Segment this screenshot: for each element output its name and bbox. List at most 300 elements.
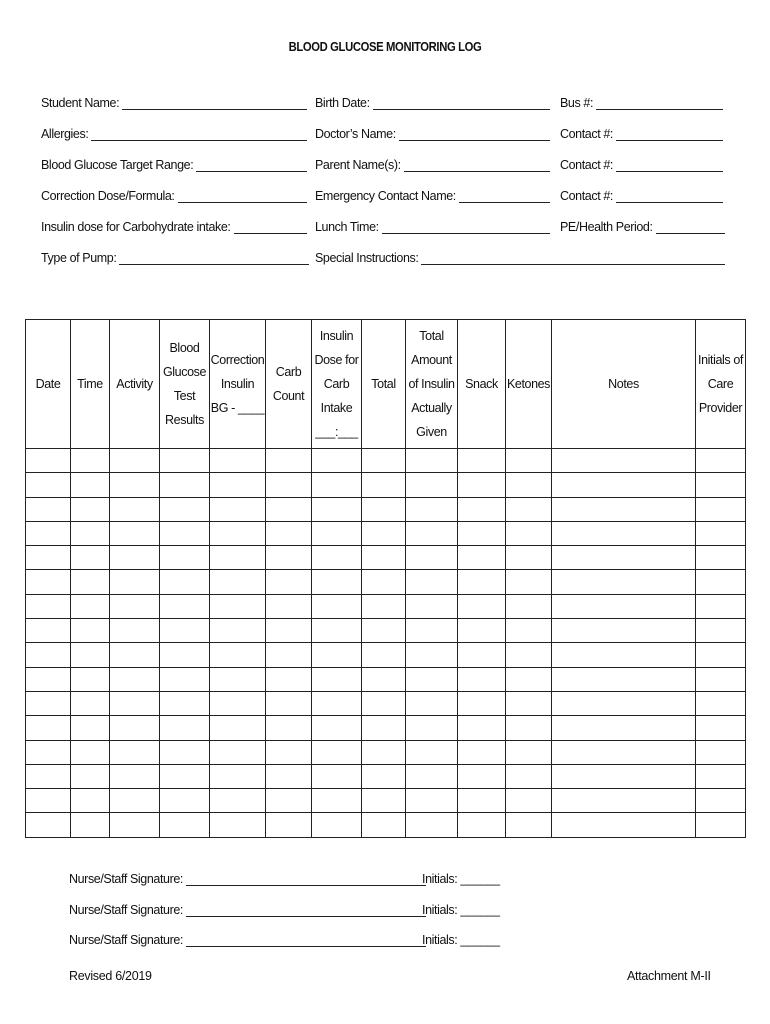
table-cell[interactable] xyxy=(210,570,266,594)
column-header-line: ___:___ xyxy=(315,425,358,439)
table-cell[interactable] xyxy=(406,740,458,764)
table-cell[interactable] xyxy=(552,643,696,667)
table-cell[interactable] xyxy=(160,716,210,740)
table-cell[interactable] xyxy=(406,813,458,837)
table-cell[interactable] xyxy=(506,594,552,618)
table-cell[interactable] xyxy=(266,473,312,497)
table-cell[interactable] xyxy=(458,473,506,497)
table-cell[interactable] xyxy=(160,643,210,667)
table-cell[interactable] xyxy=(210,521,266,545)
table-cell[interactable] xyxy=(26,764,71,788)
table-cell[interactable] xyxy=(696,497,746,521)
table-cell[interactable] xyxy=(406,789,458,813)
table-cell[interactable] xyxy=(406,594,458,618)
table-cell[interactable] xyxy=(210,764,266,788)
table-cell[interactable] xyxy=(458,570,506,594)
table-cell[interactable] xyxy=(312,619,362,643)
table-cell[interactable] xyxy=(210,789,266,813)
column-header-line: Amount xyxy=(411,353,452,367)
table-row xyxy=(26,497,746,521)
nurse-signature-line[interactable] xyxy=(186,872,426,886)
table-cell[interactable] xyxy=(406,619,458,643)
table-cell[interactable] xyxy=(26,643,71,667)
table-cell[interactable] xyxy=(266,521,312,545)
student-name-line[interactable] xyxy=(122,96,307,110)
initials-row-2[interactable] xyxy=(422,899,500,917)
table-cell[interactable] xyxy=(26,473,71,497)
column-header-line: Provider xyxy=(698,401,743,415)
emergency-contact-field[interactable] xyxy=(315,185,550,203)
table-cell[interactable] xyxy=(362,570,406,594)
table-cell[interactable] xyxy=(696,594,746,618)
table-cell[interactable] xyxy=(110,473,160,497)
table-cell[interactable] xyxy=(458,521,506,545)
table-cell[interactable] xyxy=(458,619,506,643)
table-cell[interactable] xyxy=(312,813,362,837)
table-cell[interactable] xyxy=(458,764,506,788)
table-cell[interactable] xyxy=(362,449,406,473)
table-cell[interactable] xyxy=(458,789,506,813)
table-cell[interactable] xyxy=(552,473,696,497)
table-cell[interactable] xyxy=(71,546,110,570)
doctors-name-field[interactable] xyxy=(315,123,550,141)
column-header xyxy=(552,320,696,449)
table-cell[interactable] xyxy=(406,570,458,594)
birth-date-field[interactable] xyxy=(315,92,550,110)
table-cell[interactable] xyxy=(312,546,362,570)
column-header-line: Total xyxy=(419,329,444,343)
contact-3-label: Contact #: xyxy=(560,189,613,203)
column-header-line: Dose for xyxy=(314,353,359,367)
table-cell[interactable] xyxy=(160,619,210,643)
table-cell[interactable] xyxy=(210,716,266,740)
table-cell[interactable] xyxy=(110,449,160,473)
page-title: BLOOD GLUCOSE MONITORING LOG xyxy=(288,40,482,54)
special-instructions-line[interactable] xyxy=(421,251,725,265)
table-cell[interactable] xyxy=(71,667,110,691)
table-cell[interactable] xyxy=(312,643,362,667)
contact-1-field[interactable] xyxy=(560,123,723,141)
table-cell[interactable] xyxy=(210,473,266,497)
table-cell[interactable] xyxy=(552,789,696,813)
table-cell[interactable] xyxy=(406,643,458,667)
table-cell[interactable] xyxy=(110,789,160,813)
table-cell[interactable] xyxy=(506,789,552,813)
column-header xyxy=(210,320,266,449)
table-cell[interactable] xyxy=(26,594,71,618)
column-header-line: of Insulin xyxy=(408,377,455,391)
column-header-line: Test xyxy=(173,389,196,403)
contact-3-field[interactable] xyxy=(560,185,723,203)
table-cell[interactable] xyxy=(210,546,266,570)
table-cell[interactable] xyxy=(266,813,312,837)
signature-row-3[interactable] xyxy=(69,929,426,947)
column-header xyxy=(458,320,506,449)
birth-date-line[interactable] xyxy=(373,96,550,110)
table-cell[interactable] xyxy=(696,570,746,594)
table-cell[interactable] xyxy=(160,546,210,570)
table-cell[interactable] xyxy=(110,521,160,545)
table-cell[interactable] xyxy=(458,449,506,473)
table-cell[interactable] xyxy=(406,497,458,521)
initials-label: Initials: ______ xyxy=(422,872,500,886)
pump-type-line[interactable] xyxy=(119,251,309,265)
table-cell[interactable] xyxy=(552,813,696,837)
table-cell[interactable] xyxy=(506,570,552,594)
target-range-line[interactable] xyxy=(196,158,307,172)
table-cell[interactable] xyxy=(71,789,110,813)
table-cell[interactable] xyxy=(312,594,362,618)
table-cell[interactable] xyxy=(362,667,406,691)
table-cell[interactable] xyxy=(458,716,506,740)
table-cell[interactable] xyxy=(312,716,362,740)
table-cell[interactable] xyxy=(552,716,696,740)
table-cell[interactable] xyxy=(110,619,160,643)
correction-dose-line[interactable] xyxy=(178,189,307,203)
table-cell[interactable] xyxy=(362,497,406,521)
nurse-signature-label: Nurse/Staff Signature: xyxy=(69,872,183,886)
table-cell[interactable] xyxy=(696,813,746,837)
table-cell[interactable] xyxy=(266,449,312,473)
table-cell[interactable] xyxy=(26,521,71,545)
pump-type-field[interactable] xyxy=(41,247,309,265)
table-cell[interactable] xyxy=(458,667,506,691)
table-cell[interactable] xyxy=(160,473,210,497)
table-cell[interactable] xyxy=(26,716,71,740)
table-cell[interactable] xyxy=(110,716,160,740)
table-cell[interactable] xyxy=(160,449,210,473)
table-cell[interactable] xyxy=(160,691,210,715)
table-cell[interactable] xyxy=(26,546,71,570)
table-cell[interactable] xyxy=(26,691,71,715)
insulin-carb-field[interactable] xyxy=(41,216,307,234)
table-cell[interactable] xyxy=(110,594,160,618)
birth-date-label: Birth Date: xyxy=(315,96,370,110)
table-cell[interactable] xyxy=(696,521,746,545)
table-cell[interactable] xyxy=(552,570,696,594)
allergies-label: Allergies: xyxy=(41,127,89,141)
table-cell[interactable] xyxy=(160,594,210,618)
table-cell[interactable] xyxy=(696,546,746,570)
table-cell[interactable] xyxy=(110,667,160,691)
table-cell[interactable] xyxy=(506,667,552,691)
column-header xyxy=(110,320,160,449)
parent-names-label: Parent Name(s): xyxy=(315,158,401,172)
revised-date: Revised 6/2019 xyxy=(69,969,152,983)
table-cell[interactable] xyxy=(458,813,506,837)
table-cell[interactable] xyxy=(506,716,552,740)
table-cell[interactable] xyxy=(266,497,312,521)
signature-row-1[interactable] xyxy=(69,868,426,886)
student-name-field[interactable] xyxy=(41,92,307,110)
table-cell[interactable] xyxy=(506,449,552,473)
table-cell[interactable] xyxy=(458,643,506,667)
column-header-line: Intake xyxy=(320,401,353,415)
table-cell[interactable] xyxy=(458,497,506,521)
special-instructions-label: Special Instructions: xyxy=(315,251,419,265)
table-row xyxy=(26,716,746,740)
table-cell[interactable] xyxy=(312,667,362,691)
table-cell[interactable] xyxy=(506,691,552,715)
initials-row-1[interactable] xyxy=(422,868,500,886)
table-cell[interactable] xyxy=(26,813,71,837)
table-cell[interactable] xyxy=(71,521,110,545)
table-cell[interactable] xyxy=(210,813,266,837)
contact-1-label: Contact #: xyxy=(560,127,613,141)
table-cell[interactable] xyxy=(506,643,552,667)
table-row xyxy=(26,667,746,691)
table-cell[interactable] xyxy=(552,449,696,473)
table-cell[interactable] xyxy=(312,473,362,497)
table-cell[interactable] xyxy=(160,570,210,594)
table-cell[interactable] xyxy=(71,473,110,497)
table-cell[interactable] xyxy=(552,740,696,764)
column-header-line: Blood xyxy=(169,341,200,355)
table-cell[interactable] xyxy=(266,570,312,594)
column-header xyxy=(696,320,746,449)
contact-3-line[interactable] xyxy=(616,189,723,203)
allergies-field[interactable] xyxy=(41,123,307,141)
contact-2-field[interactable] xyxy=(560,154,723,172)
contact-2-line[interactable] xyxy=(616,158,723,172)
lunch-time-field[interactable] xyxy=(315,216,550,234)
column-header-line: Insulin xyxy=(319,329,354,343)
doctors-name-line[interactable] xyxy=(399,127,550,141)
table-cell[interactable] xyxy=(362,546,406,570)
table-cell[interactable] xyxy=(266,691,312,715)
table-cell[interactable] xyxy=(552,594,696,618)
table-cell[interactable] xyxy=(210,619,266,643)
nurse-signature-line[interactable] xyxy=(186,933,426,947)
attachment-label: Attachment M-II xyxy=(627,969,711,983)
table-cell[interactable] xyxy=(71,497,110,521)
table-cell[interactable] xyxy=(210,740,266,764)
table-cell[interactable] xyxy=(506,764,552,788)
table-cell[interactable] xyxy=(406,546,458,570)
table-cell[interactable] xyxy=(110,497,160,521)
column-header-line: Time xyxy=(77,377,103,391)
table-cell[interactable] xyxy=(266,546,312,570)
table-cell[interactable] xyxy=(696,740,746,764)
table-cell[interactable] xyxy=(160,813,210,837)
table-cell[interactable] xyxy=(696,449,746,473)
table-cell[interactable] xyxy=(312,570,362,594)
target-range-label: Blood Glucose Target Range: xyxy=(41,158,194,172)
table-cell[interactable] xyxy=(26,497,71,521)
table-cell[interactable] xyxy=(71,643,110,667)
table-cell[interactable] xyxy=(362,813,406,837)
table-cell[interactable] xyxy=(110,691,160,715)
table-row xyxy=(26,449,746,473)
pe-health-label: PE/Health Period: xyxy=(560,220,653,234)
table-cell[interactable] xyxy=(210,594,266,618)
table-cell[interactable] xyxy=(160,521,210,545)
table-cell[interactable] xyxy=(210,691,266,715)
signature-row-2[interactable] xyxy=(69,899,426,917)
column-header-line: BG - ____ xyxy=(210,401,265,415)
table-cell[interactable] xyxy=(406,716,458,740)
table-cell[interactable] xyxy=(266,643,312,667)
table-cell[interactable] xyxy=(552,691,696,715)
table-cell[interactable] xyxy=(210,497,266,521)
table-cell[interactable] xyxy=(458,594,506,618)
column-header-line: Notes xyxy=(608,377,639,391)
table-cell[interactable] xyxy=(312,521,362,545)
table-cell[interactable] xyxy=(71,740,110,764)
table-cell[interactable] xyxy=(110,740,160,764)
table-cell[interactable] xyxy=(312,691,362,715)
table-cell[interactable] xyxy=(312,740,362,764)
table-cell[interactable] xyxy=(506,521,552,545)
table-cell[interactable] xyxy=(362,789,406,813)
table-cell[interactable] xyxy=(266,594,312,618)
parent-names-field[interactable] xyxy=(315,154,550,172)
table-cell[interactable] xyxy=(71,594,110,618)
parent-names-line[interactable] xyxy=(404,158,550,172)
table-cell[interactable] xyxy=(406,473,458,497)
table-cell[interactable] xyxy=(110,570,160,594)
table-cell[interactable] xyxy=(362,643,406,667)
table-cell[interactable] xyxy=(552,521,696,545)
table-cell[interactable] xyxy=(160,764,210,788)
column-header-line: Insulin xyxy=(220,377,255,391)
table-row xyxy=(26,643,746,667)
table-cell[interactable] xyxy=(71,619,110,643)
table-cell[interactable] xyxy=(696,764,746,788)
table-cell[interactable] xyxy=(406,667,458,691)
table-cell[interactable] xyxy=(266,667,312,691)
table-cell[interactable] xyxy=(406,691,458,715)
table-cell[interactable] xyxy=(210,643,266,667)
table-cell[interactable] xyxy=(362,619,406,643)
table-cell[interactable] xyxy=(26,789,71,813)
table-cell[interactable] xyxy=(552,546,696,570)
table-cell[interactable] xyxy=(26,619,71,643)
table-cell[interactable] xyxy=(506,473,552,497)
table-cell[interactable] xyxy=(71,449,110,473)
table-body xyxy=(26,449,746,838)
target-range-field[interactable] xyxy=(41,154,307,172)
table-cell[interactable] xyxy=(696,619,746,643)
table-cell[interactable] xyxy=(266,789,312,813)
table-cell[interactable] xyxy=(266,716,312,740)
table-cell[interactable] xyxy=(71,691,110,715)
table-cell[interactable] xyxy=(71,764,110,788)
column-header xyxy=(26,320,71,449)
table-cell[interactable] xyxy=(160,667,210,691)
table-cell[interactable] xyxy=(266,740,312,764)
table-cell[interactable] xyxy=(362,594,406,618)
emergency-contact-line[interactable] xyxy=(459,189,550,203)
table-row xyxy=(26,764,746,788)
table-row xyxy=(26,570,746,594)
table-cell[interactable] xyxy=(506,813,552,837)
table-cell[interactable] xyxy=(362,473,406,497)
nurse-signature-line[interactable] xyxy=(186,903,426,917)
table-cell[interactable] xyxy=(110,643,160,667)
table-cell[interactable] xyxy=(266,764,312,788)
table-cell[interactable] xyxy=(110,546,160,570)
table-cell[interactable] xyxy=(312,449,362,473)
table-cell[interactable] xyxy=(312,764,362,788)
table-cell[interactable] xyxy=(312,497,362,521)
table-cell[interactable] xyxy=(362,691,406,715)
table-cell[interactable] xyxy=(552,497,696,521)
special-instructions-field[interactable] xyxy=(315,247,725,265)
table-cell[interactable] xyxy=(160,789,210,813)
column-header-line: Count xyxy=(272,389,305,403)
table-cell[interactable] xyxy=(506,546,552,570)
table-cell[interactable] xyxy=(160,497,210,521)
table-cell[interactable] xyxy=(362,740,406,764)
table-row xyxy=(26,473,746,497)
table-cell[interactable] xyxy=(552,667,696,691)
table-cell[interactable] xyxy=(26,449,71,473)
table-cell[interactable] xyxy=(26,667,71,691)
table-cell[interactable] xyxy=(266,619,312,643)
table-cell[interactable] xyxy=(110,813,160,837)
column-header-line: Correction xyxy=(210,353,265,367)
table-cell[interactable] xyxy=(160,740,210,764)
table-cell[interactable] xyxy=(362,521,406,545)
bus-field[interactable] xyxy=(560,92,723,110)
table-row xyxy=(26,521,746,545)
table-cell[interactable] xyxy=(458,546,506,570)
initials-row-3[interactable] xyxy=(422,929,500,947)
allergies-line[interactable] xyxy=(91,127,307,141)
table-cell[interactable] xyxy=(552,619,696,643)
table-cell[interactable] xyxy=(71,813,110,837)
table-cell[interactable] xyxy=(552,764,696,788)
table-cell[interactable] xyxy=(506,619,552,643)
column-header xyxy=(160,320,210,449)
table-cell[interactable] xyxy=(312,789,362,813)
bus-line[interactable] xyxy=(596,96,723,110)
table-cell[interactable] xyxy=(210,667,266,691)
table-cell[interactable] xyxy=(406,764,458,788)
table-cell[interactable] xyxy=(210,449,266,473)
bus-label: Bus #: xyxy=(560,96,594,110)
table-cell[interactable] xyxy=(696,691,746,715)
table-cell[interactable] xyxy=(458,740,506,764)
column-header xyxy=(266,320,312,449)
contact-1-line[interactable] xyxy=(616,127,723,141)
lunch-time-line[interactable] xyxy=(382,220,550,234)
pe-health-field[interactable] xyxy=(560,216,725,234)
table-cell[interactable] xyxy=(71,570,110,594)
table-cell[interactable] xyxy=(506,497,552,521)
correction-dose-field[interactable] xyxy=(41,185,307,203)
table-cell[interactable] xyxy=(406,521,458,545)
table-cell[interactable] xyxy=(71,716,110,740)
table-cell[interactable] xyxy=(696,789,746,813)
table-cell[interactable] xyxy=(110,764,160,788)
table-cell[interactable] xyxy=(362,716,406,740)
table-cell[interactable] xyxy=(696,716,746,740)
table-cell[interactable] xyxy=(696,473,746,497)
table-cell[interactable] xyxy=(362,764,406,788)
table-cell[interactable] xyxy=(696,667,746,691)
insulin-carb-line[interactable] xyxy=(234,220,308,234)
table-cell[interactable] xyxy=(506,740,552,764)
pe-health-line[interactable] xyxy=(656,220,725,234)
table-cell[interactable] xyxy=(696,643,746,667)
table-cell[interactable] xyxy=(26,740,71,764)
column-header-line: Given xyxy=(416,425,447,439)
table-cell[interactable] xyxy=(458,691,506,715)
table-cell[interactable] xyxy=(406,449,458,473)
table-cell[interactable] xyxy=(26,570,71,594)
